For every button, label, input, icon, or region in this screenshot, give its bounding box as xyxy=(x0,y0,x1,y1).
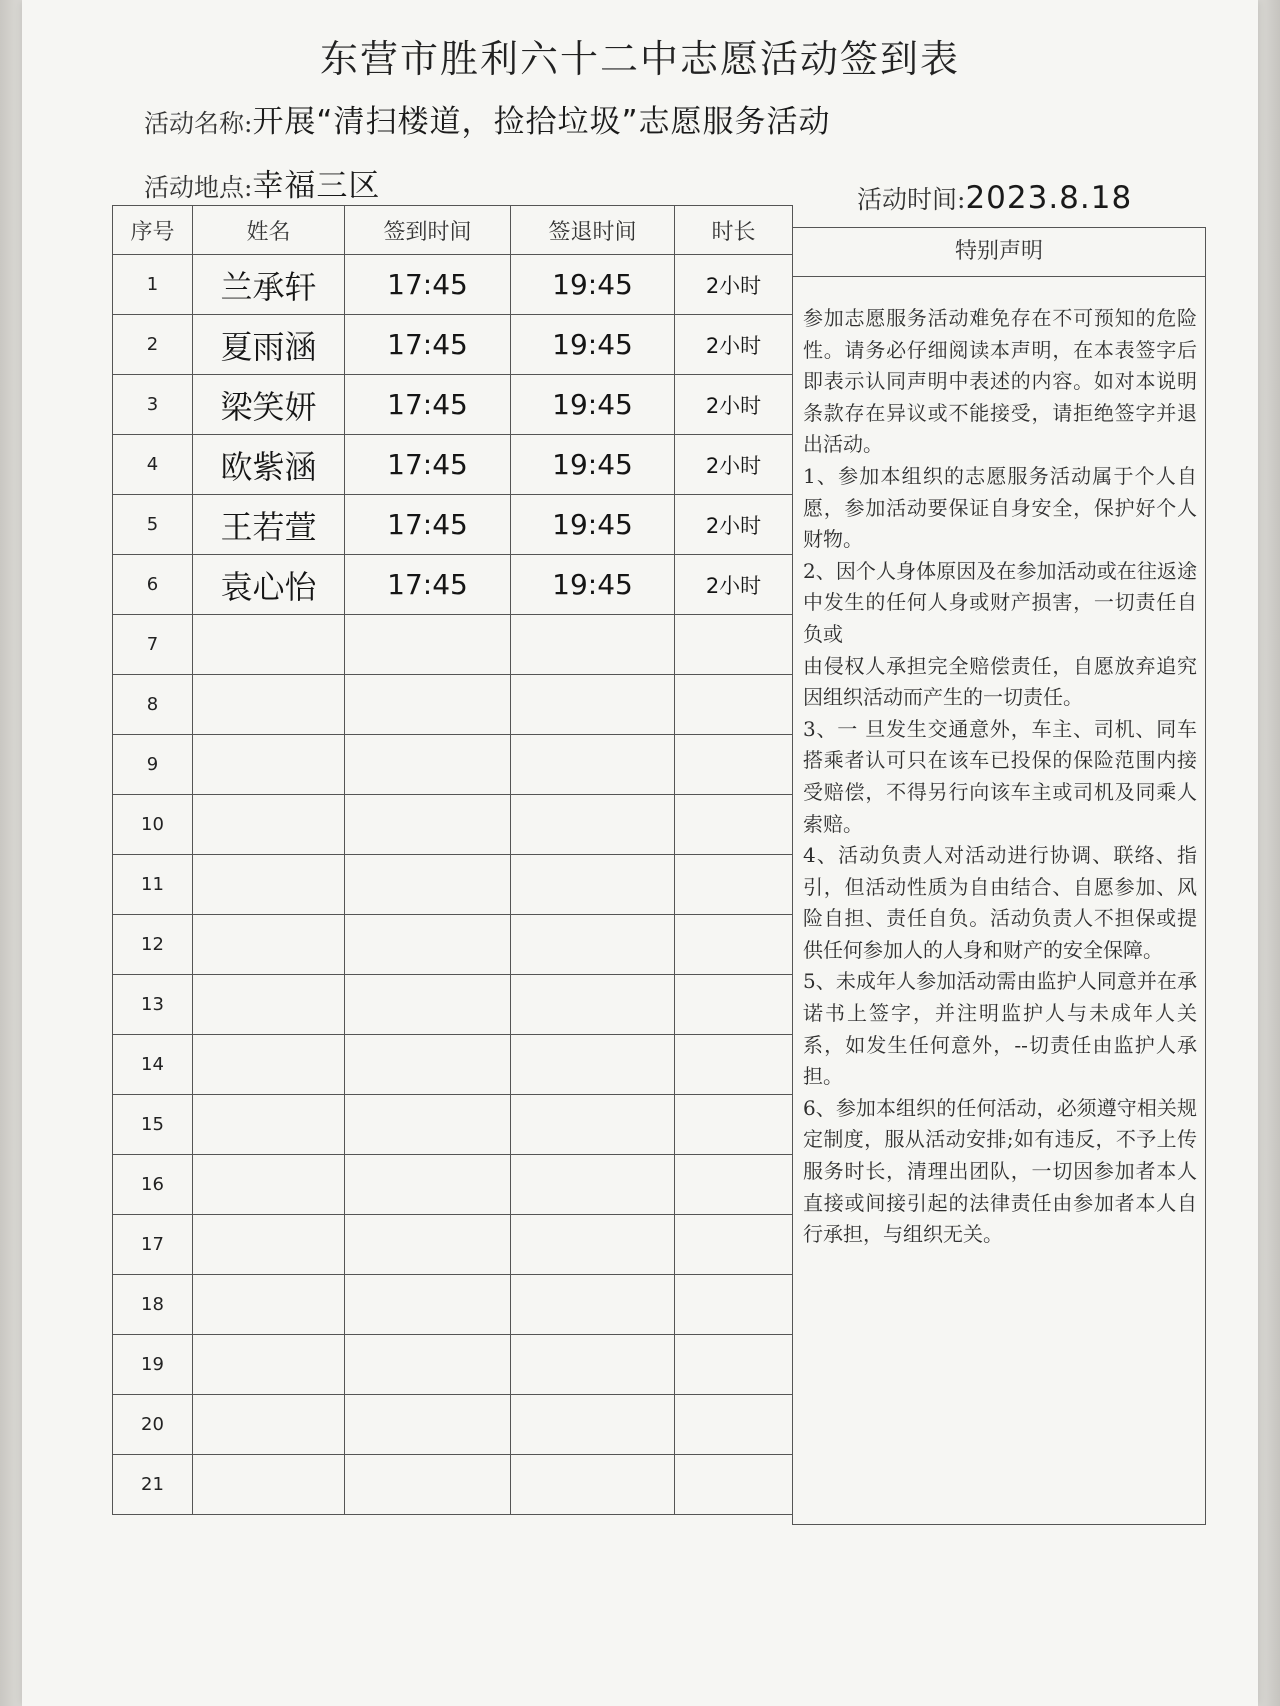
cell-sign-in xyxy=(345,975,511,1035)
cell-name xyxy=(193,1215,345,1275)
statement-paragraph: 5、未成年人参加活动需由监护人同意并在承诺书上签字，并注明监护人与未成年人关系，如发生任何意外，--切责任由监护人承担。 xyxy=(803,969,1197,1089)
cell-sign-in xyxy=(345,735,511,795)
cell-sign-out xyxy=(511,1335,675,1395)
table-row xyxy=(113,1095,793,1155)
cell-duration xyxy=(675,1215,793,1275)
cell-sign-in xyxy=(345,675,511,735)
table-row xyxy=(113,915,793,975)
cell-name xyxy=(193,1035,345,1095)
cell-sign-in xyxy=(345,1335,511,1395)
cell-sign-out xyxy=(511,1155,675,1215)
cell-duration xyxy=(675,1395,793,1455)
cell-duration xyxy=(675,675,793,735)
table-row xyxy=(113,675,793,735)
cell-sign-out xyxy=(511,975,675,1035)
cell-sign-out xyxy=(511,855,675,915)
cell-sign-out xyxy=(511,915,675,975)
cell-name xyxy=(193,915,345,975)
statement-paragraph: 4、活动负责人对活动进行协调、联络、指引，但活动性质为自由结合、自愿参加、风险自担、责任自负。活动负责人不担保或提供任何参加人的人身和财产的安全保障。 xyxy=(803,843,1197,962)
table-row xyxy=(113,375,793,435)
cell-duration xyxy=(675,1335,793,1395)
cell-seq: 5 xyxy=(113,495,193,555)
cell-sign-out xyxy=(511,1275,675,1335)
cell-sign-in xyxy=(345,1155,511,1215)
table-row xyxy=(113,255,793,315)
table-row xyxy=(113,1155,793,1215)
cell-name xyxy=(193,675,345,735)
table-row xyxy=(113,1275,793,1335)
statement-paragraph: 1、参加本组织的志愿服务活动属于个人自愿，参加活动要保证自身安全，保护好个人财物。 xyxy=(803,463,1197,552)
cell-duration: 2小时 xyxy=(675,315,793,375)
cell-seq: 15 xyxy=(113,1095,193,1155)
cell-sign-out: 19:45 xyxy=(511,375,675,435)
cell-sign-out: 19:45 xyxy=(511,435,675,495)
cell-sign-out xyxy=(511,1215,675,1275)
cell-sign-in xyxy=(345,1095,511,1155)
cell-sign-in: 17:45 xyxy=(345,375,511,435)
cell-name: 袁心怡 xyxy=(193,555,345,615)
cell-seq: 2 xyxy=(113,315,193,375)
statement-paragraph: 参加志愿服务活动难免存在不可预知的危险性。请务必仔细阅读本声明，在本表签字后即表示认同声明中表述的内容。如对本说明条款存在异议或不能接受，请拒绝签字并退出活动。 xyxy=(803,306,1197,457)
cell-duration xyxy=(675,615,793,675)
activity-place-label: 活动地点: xyxy=(144,173,253,202)
table-row xyxy=(113,1215,793,1275)
cell-duration xyxy=(675,915,793,975)
cell-duration: 2小时 xyxy=(675,555,793,615)
cell-sign-in xyxy=(345,795,511,855)
cell-sign-in: 17:45 xyxy=(345,555,511,615)
cell-seq: 4 xyxy=(113,435,193,495)
table-area xyxy=(112,205,1212,1525)
cell-sign-out xyxy=(511,735,675,795)
cell-duration xyxy=(675,975,793,1035)
cell-name xyxy=(193,615,345,675)
cell-sign-out: 19:45 xyxy=(511,255,675,315)
header-seq: 序号 xyxy=(113,206,193,255)
table-row xyxy=(113,735,793,795)
cell-duration: 2小时 xyxy=(675,375,793,435)
header-name: 姓名 xyxy=(193,206,345,255)
cell-sign-out: 19:45 xyxy=(511,555,675,615)
table-row xyxy=(113,855,793,915)
cell-duration xyxy=(675,1035,793,1095)
cell-name xyxy=(193,1275,345,1335)
activity-place-value: 幸福三区 xyxy=(252,168,381,204)
cell-sign-out xyxy=(511,675,675,735)
cell-sign-out xyxy=(511,1395,675,1455)
table-row xyxy=(113,615,793,675)
table-row xyxy=(113,1455,793,1515)
cell-sign-out: 19:45 xyxy=(511,315,675,375)
statement-paragraph: 由侵权人承担完全赔偿责任，自愿放弃追究因组织活动而产生的一切责任。 xyxy=(803,653,1197,710)
cell-seq: 18 xyxy=(113,1275,193,1335)
cell-duration: 2小时 xyxy=(675,435,793,495)
sign-in-table xyxy=(112,205,793,1515)
table-body xyxy=(113,255,793,1515)
cell-seq: 1 xyxy=(113,255,193,315)
cell-name: 梁笑妍 xyxy=(193,375,345,435)
cell-seq: 10 xyxy=(113,795,193,855)
table-row xyxy=(113,495,793,555)
cell-name xyxy=(193,1095,345,1155)
cell-seq: 12 xyxy=(113,915,193,975)
statement-paragraph: 6、参加本组织的任何活动，必须遵守相关规定制度，服从活动安排;如有违反，不予上传服务时长，清理出团队，一切因参加者本人直接或间接引起的法律责任由参加者本人自行承担，与组织无关。 xyxy=(803,1095,1197,1247)
activity-time-label: 活动时间: xyxy=(857,185,966,214)
cell-duration: 2小时 xyxy=(675,495,793,555)
cell-sign-out xyxy=(511,615,675,675)
cell-sign-out xyxy=(511,1455,675,1515)
cell-duration: 2小时 xyxy=(675,255,793,315)
cell-seq: 13 xyxy=(113,975,193,1035)
cell-duration xyxy=(675,795,793,855)
cell-name xyxy=(193,855,345,915)
cell-sign-in xyxy=(345,1275,511,1335)
header-sign-in: 签到时间 xyxy=(345,206,511,255)
table-row xyxy=(113,1035,793,1095)
cell-duration xyxy=(675,855,793,915)
cell-name xyxy=(193,795,345,855)
cell-seq: 9 xyxy=(113,735,193,795)
cell-sign-in: 17:45 xyxy=(345,495,511,555)
special-statement xyxy=(792,227,1206,1525)
cell-sign-in xyxy=(345,1035,511,1095)
cell-name xyxy=(193,735,345,795)
cell-name: 王若萱 xyxy=(193,495,345,555)
cell-name xyxy=(193,1455,345,1515)
header-sign-out: 签退时间 xyxy=(511,206,675,255)
activity-place-row xyxy=(144,160,380,205)
cell-sign-in xyxy=(345,615,511,675)
activity-name-value: 开展“清扫楼道，捡拾垃圾”志愿服务活动 xyxy=(252,104,831,140)
table-header-row xyxy=(113,206,793,255)
table-row xyxy=(113,1395,793,1455)
cell-name: 欧紫涵 xyxy=(193,435,345,495)
cell-name xyxy=(193,1395,345,1455)
cell-sign-out xyxy=(511,1035,675,1095)
statement-body xyxy=(793,277,1205,1251)
cell-seq: 19 xyxy=(113,1335,193,1395)
cell-seq: 16 xyxy=(113,1155,193,1215)
cell-seq: 6 xyxy=(113,555,193,615)
table-row xyxy=(113,555,793,615)
cell-seq: 11 xyxy=(113,855,193,915)
cell-duration xyxy=(675,1095,793,1155)
table-row xyxy=(113,435,793,495)
cell-name xyxy=(193,1335,345,1395)
cell-name xyxy=(193,975,345,1035)
cell-seq: 3 xyxy=(113,375,193,435)
cell-sign-in xyxy=(345,1455,511,1515)
activity-name-row xyxy=(144,96,831,141)
cell-sign-out xyxy=(511,1095,675,1155)
sign-in-sheet xyxy=(22,0,1258,1706)
document-title: 东营市胜利六十二中志愿活动签到表 xyxy=(319,37,960,81)
table-row xyxy=(113,1335,793,1395)
cell-duration xyxy=(675,735,793,795)
cell-seq: 21 xyxy=(113,1455,193,1515)
activity-name-label: 活动名称: xyxy=(144,109,253,138)
cell-sign-out: 19:45 xyxy=(511,495,675,555)
cell-seq: 14 xyxy=(113,1035,193,1095)
cell-duration xyxy=(675,1455,793,1515)
cell-name: 兰承轩 xyxy=(193,255,345,315)
cell-duration xyxy=(675,1275,793,1335)
table-row xyxy=(113,315,793,375)
cell-name xyxy=(193,1155,345,1215)
cell-sign-in xyxy=(345,1215,511,1275)
cell-duration xyxy=(675,1155,793,1215)
cell-sign-in: 17:45 xyxy=(345,255,511,315)
cell-sign-out xyxy=(511,795,675,855)
table-row xyxy=(113,795,793,855)
cell-seq: 8 xyxy=(113,675,193,735)
cell-seq: 20 xyxy=(113,1395,193,1455)
header-duration: 时长 xyxy=(675,206,793,255)
cell-seq: 17 xyxy=(113,1215,193,1275)
cell-sign-in: 17:45 xyxy=(345,435,511,495)
cell-name: 夏雨涵 xyxy=(193,315,345,375)
statement-paragraph: 3、一 旦发生交通意外，车主、司机、同车搭乘者认可只在该车已投保的保险范围内接受赔偿，不得另行向该车主或司机及同乘人索赔。 xyxy=(803,716,1197,836)
cell-sign-in xyxy=(345,915,511,975)
cell-sign-in xyxy=(345,1395,511,1455)
cell-seq: 7 xyxy=(113,615,193,675)
activity-time-value: 2023.8.18 xyxy=(965,180,1133,216)
table-row xyxy=(113,975,793,1035)
cell-sign-in: 17:45 xyxy=(345,315,511,375)
statement-paragraph: 2、因个人身体原因及在参加活动或在往返途中发生的任何人身或财产损害，一切责任自负或 xyxy=(803,558,1197,646)
statement-heading: 特别声明 xyxy=(793,228,1205,277)
cell-sign-in xyxy=(345,855,511,915)
